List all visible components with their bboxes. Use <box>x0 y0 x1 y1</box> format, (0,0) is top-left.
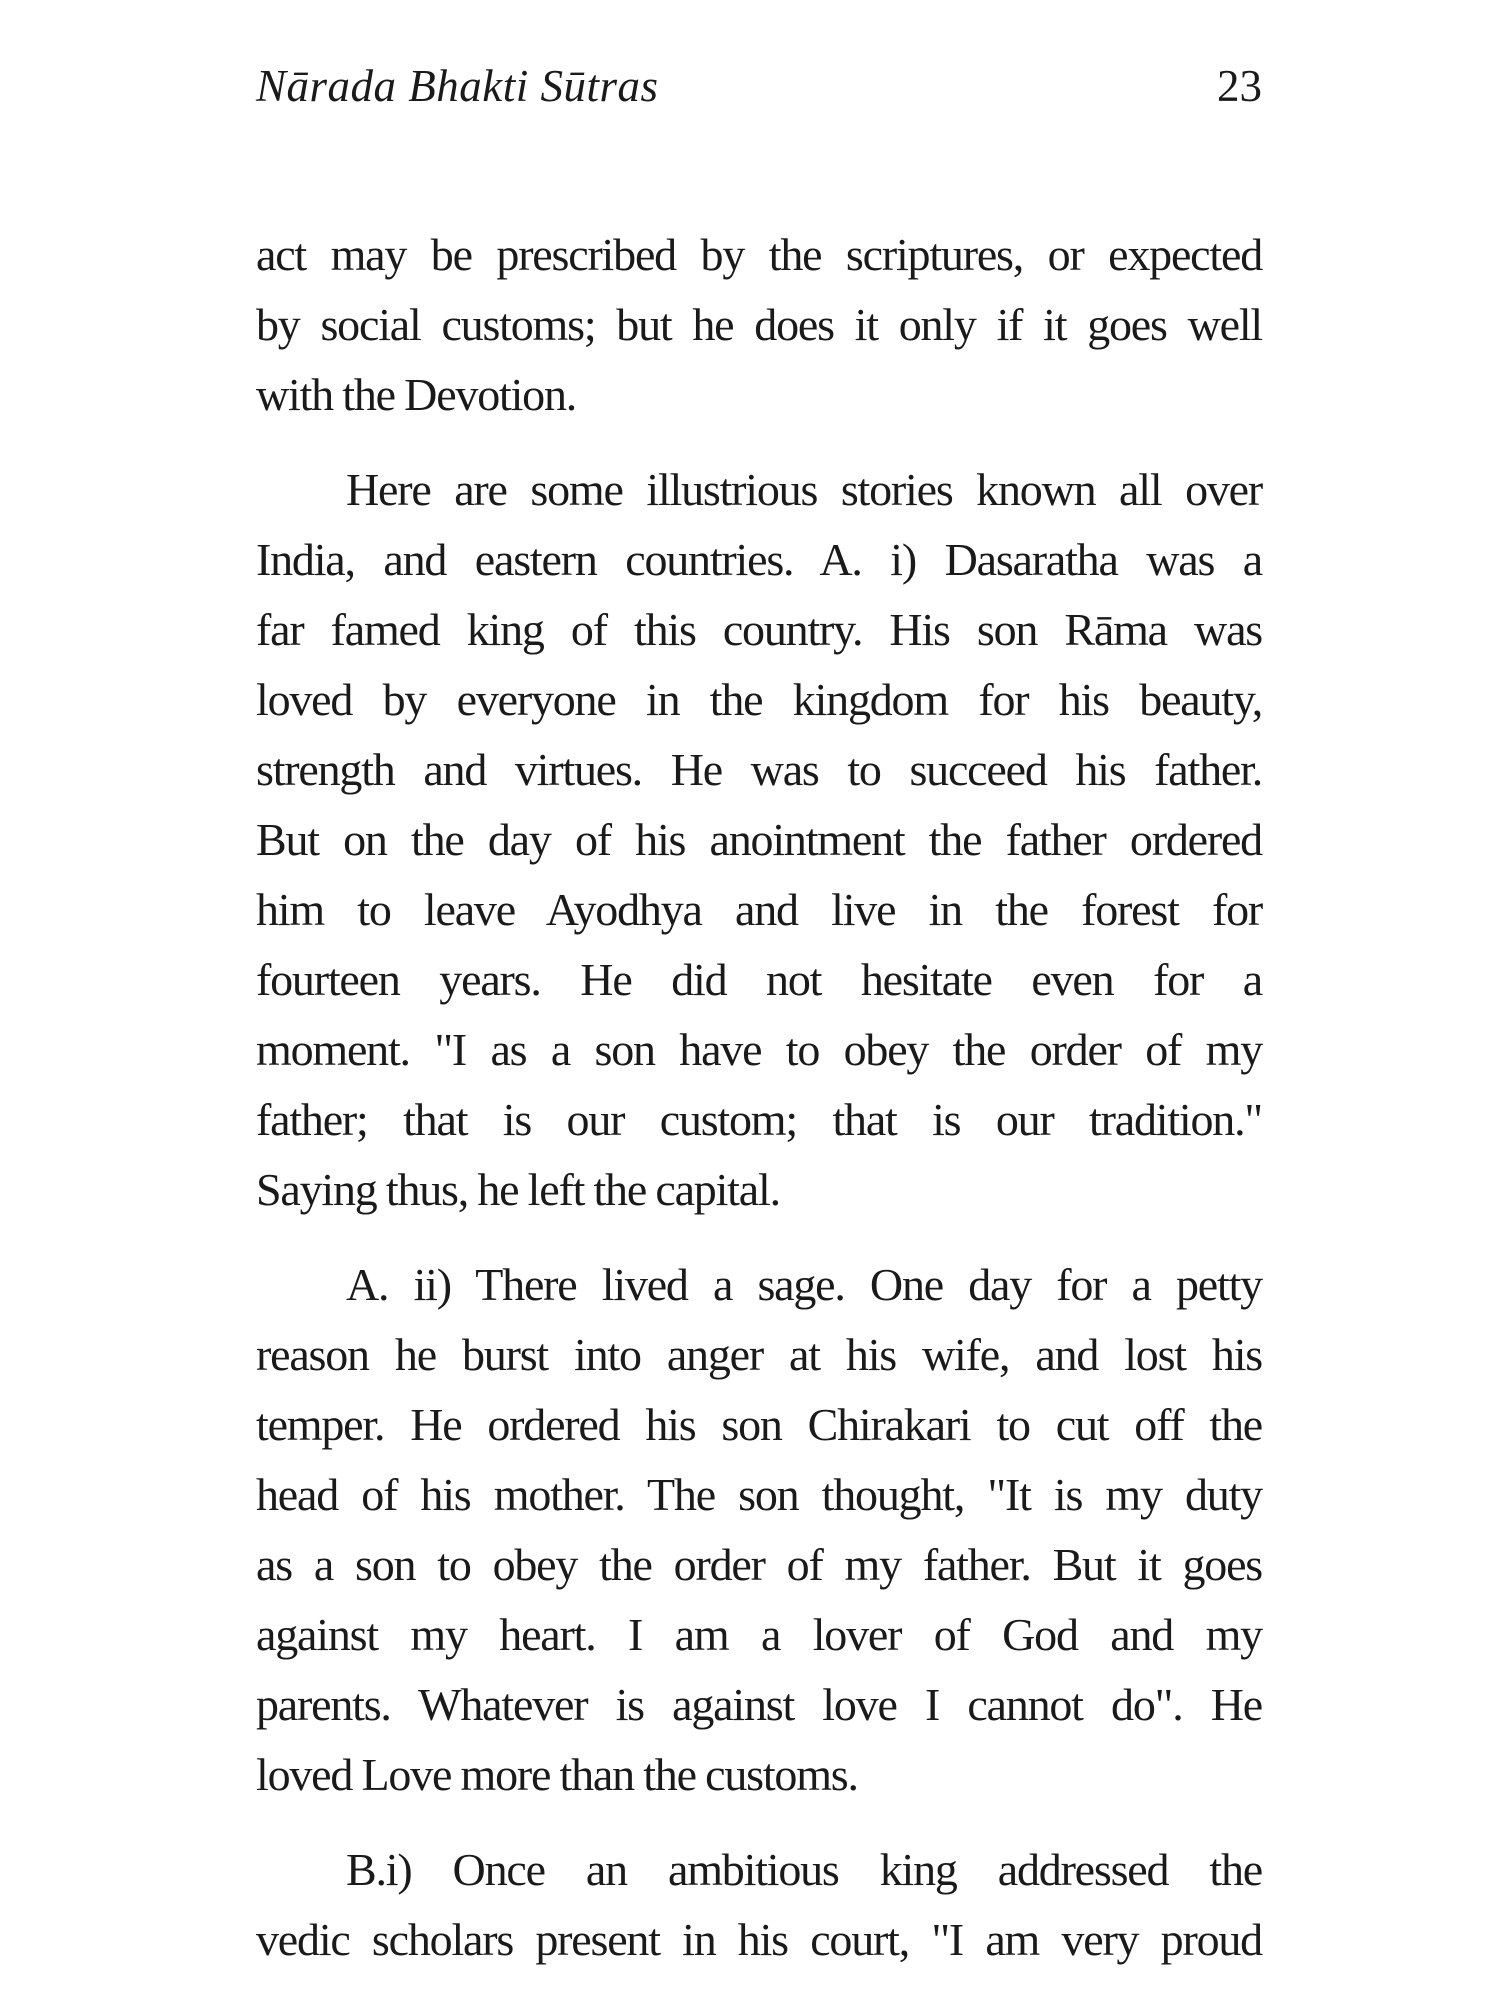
paragraph-stories-intro <box>256 455 1262 1225</box>
body-text <box>256 220 1262 1975</box>
text-line: loved Love more than the customs. <box>256 1749 858 1800</box>
text-line <box>256 455 1262 525</box>
text-line: India, and eastern countries. A. i) Dasaratha was a <box>256 534 1262 585</box>
text-line: act may be prescribed by the scriptures, or expected <box>256 229 1262 280</box>
text-line: against my heart. I am a lover of God and my <box>256 1609 1262 1660</box>
paragraph-continuation <box>256 220 1262 430</box>
text-line: with the Devotion. <box>256 369 577 420</box>
text-line: far famed king of this country. His son Rāma was <box>256 604 1262 655</box>
text-line: moment. "I as a son have to obey the order of my <box>256 1024 1262 1075</box>
text-line-content: Here are some illustrious stories known all over <box>346 464 1262 515</box>
text-line <box>256 1250 1262 1320</box>
text-line: loved by everyone in the kingdom for his beauty, <box>256 674 1262 725</box>
text-line: reason he burst into anger at his wife, and lost his <box>256 1329 1262 1380</box>
text-line-content: A. ii) There lived a sage. One day for a petty <box>346 1259 1262 1310</box>
book-title: Nārada Bhakti Sūtras <box>256 61 659 111</box>
text-line: strength and virtues. He was to succeed his father. <box>256 744 1262 795</box>
text-line-content: B.i) Once an ambitious king addressed the <box>346 1844 1262 1895</box>
text-line: head of his mother. The son thought, "It is my duty <box>256 1469 1262 1520</box>
running-head <box>256 60 1262 120</box>
text-line: by social customs; but he does it only if it goes well <box>256 299 1262 350</box>
text-line: him to leave Ayodhya and live in the forest for <box>256 884 1262 935</box>
text-line: father; that is our custom; that is our tradition." <box>256 1094 1262 1145</box>
text-line: fourteen years. He did not hesitate even for a <box>256 954 1262 1005</box>
paragraph-chirakari-story <box>256 1250 1262 1810</box>
text-line: Saying thus, he left the capital. <box>256 1164 780 1215</box>
text-line: temper. He ordered his son Chirakari to cut off the <box>256 1399 1262 1450</box>
text-line: vedic scholars present in his court, "I am very proud <box>256 1914 1262 1965</box>
text-line: parents. Whatever is against love I cannot do". He <box>256 1679 1262 1730</box>
text-line: as a son to obey the order of my father. But it goes <box>256 1539 1262 1590</box>
text-line <box>256 1835 1262 1905</box>
text-line: But on the day of his anointment the father ordered <box>256 814 1262 865</box>
paragraph-king-story <box>256 1835 1262 1975</box>
page-number: 23 <box>1217 61 1262 111</box>
